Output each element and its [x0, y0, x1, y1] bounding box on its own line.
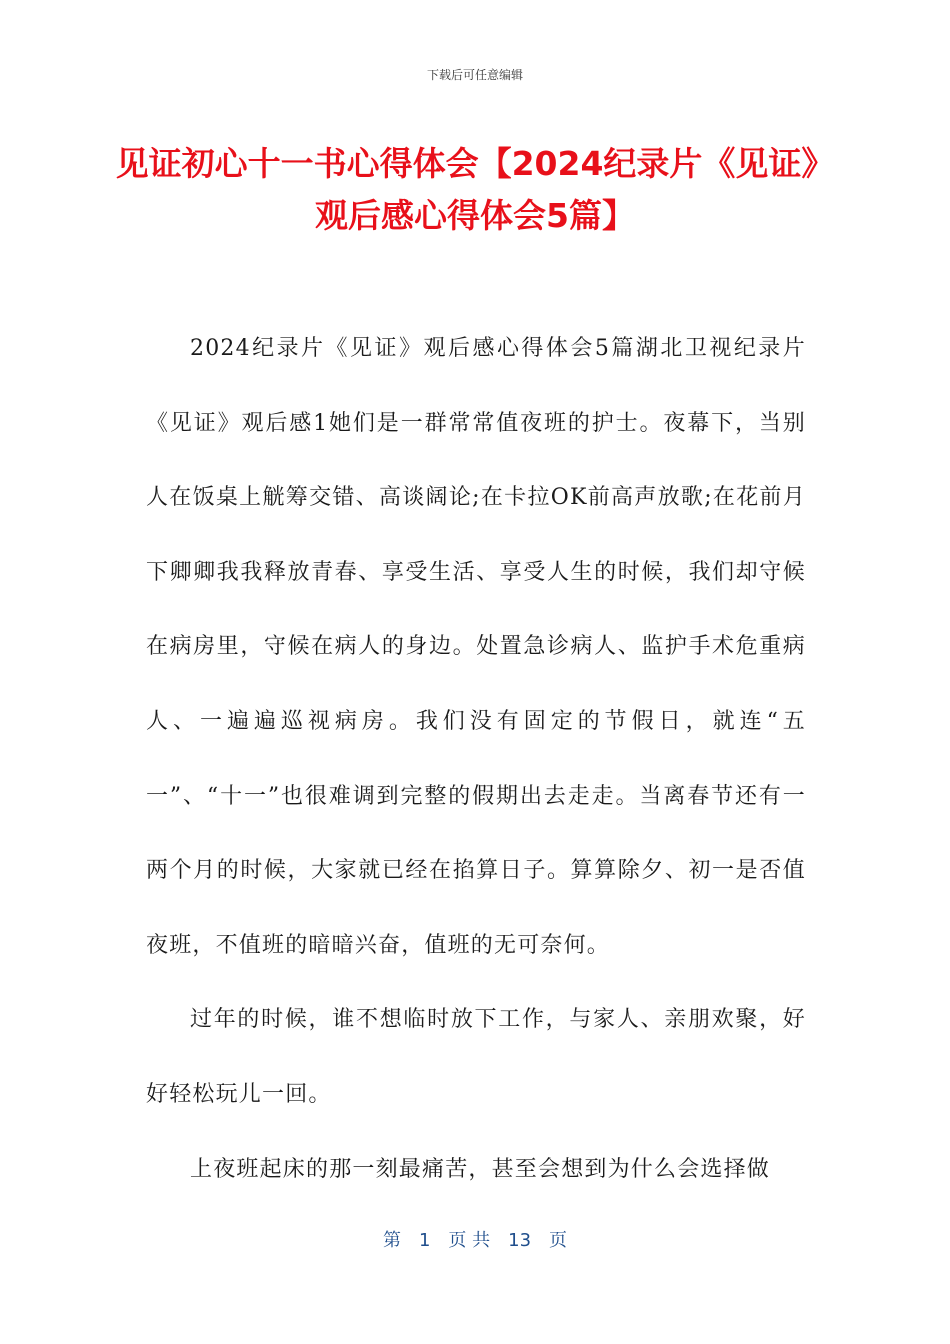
document-body — [146, 312, 806, 1207]
header-note: 下载后可任意编辑 — [426, 68, 523, 82]
body-paragraph: 上夜班起床的那一刻最痛苦，甚至会想到为什么会选择做 — [190, 1156, 771, 1182]
body-paragraph: 2024纪录片《见证》观后感心得体会5篇湖北卫视纪录片《见证》观后感1她们是一群常常值夜班的护士。夜幕下，当别人在饭桌上觥筹交错、高谈阔论;在卡拉OK前高声放歌;在花前月下卿卿我我释放青春、享受生活、享受人生的时候，我们却守候在病房里，守候在病人的身边。处置急诊病人、监护手术危重病人、一遍遍巡视病房。我们没有固定的节假日，就连“五一”、“十一”也很难调到完整的假期出去走走。当离春节还有一两个月的时候，大家就已经在掐算日子。算算除夕、初一是否值夜班，不值班的暗暗兴奋，值班的无可奈何。 — [146, 336, 806, 958]
body-paragraph: 过年的时候，谁不想临时放下工作，与家人、亲朋欢聚，好好轻松玩儿一回。 — [146, 1007, 806, 1107]
page-number-footer: 第 1 页 共 13 页 — [382, 1230, 568, 1251]
document-title: 见证初心十一书心得体会【2024纪录片《见证》观后感心得体会5篇】 — [115, 144, 835, 235]
